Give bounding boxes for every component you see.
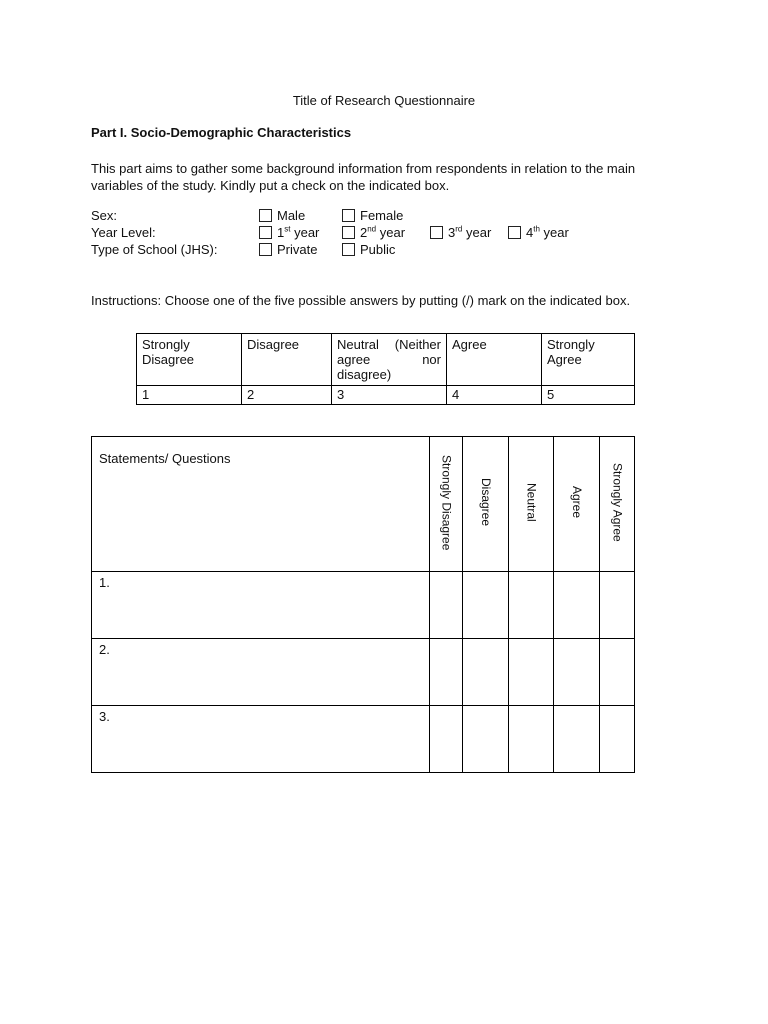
rating-cell[interactable] bbox=[463, 572, 509, 639]
private-label: Private bbox=[277, 242, 318, 257]
statements-header-row bbox=[92, 437, 635, 572]
rating-cell[interactable] bbox=[430, 639, 463, 706]
rating-cell[interactable] bbox=[554, 706, 600, 773]
checkbox-year-4[interactable] bbox=[508, 226, 521, 239]
scale-header-strongly-disagree: Strongly Disagree bbox=[137, 334, 242, 386]
checkbox-year-1[interactable] bbox=[259, 226, 272, 239]
rating-cell[interactable] bbox=[463, 639, 509, 706]
sex-row bbox=[91, 208, 677, 225]
school-type-label: Type of School (JHS): bbox=[91, 242, 218, 257]
year-option-1 bbox=[259, 225, 319, 240]
intro-paragraph: This part aims to gather some background information from respondents in relation to the main variables of the study. Kindly put a check on the indicated box. bbox=[91, 161, 636, 193]
rating-cell[interactable] bbox=[554, 639, 600, 706]
statement-3-label: 3. bbox=[92, 706, 430, 773]
scale-value-2: 2 bbox=[242, 386, 332, 405]
year-level-row bbox=[91, 225, 677, 242]
rating-cell[interactable] bbox=[463, 706, 509, 773]
column-header-disagree: Disagree bbox=[463, 437, 509, 572]
rating-cell[interactable] bbox=[554, 572, 600, 639]
rating-cell[interactable] bbox=[600, 639, 635, 706]
year-option-4 bbox=[508, 225, 569, 240]
female-label: Female bbox=[360, 208, 404, 223]
public-label: Public bbox=[360, 242, 396, 257]
school-option-private bbox=[259, 242, 317, 257]
scale-value-row bbox=[137, 386, 635, 405]
scale-value-5: 5 bbox=[542, 386, 635, 405]
checkbox-year-3[interactable] bbox=[430, 226, 443, 239]
school-type-row bbox=[91, 242, 677, 259]
checkbox-year-2[interactable] bbox=[342, 226, 355, 239]
rating-cell[interactable] bbox=[509, 572, 554, 639]
rating-cell[interactable] bbox=[600, 572, 635, 639]
demographics-section bbox=[91, 208, 677, 259]
scale-header-agree: Agree bbox=[447, 334, 542, 386]
sex-option-female bbox=[342, 208, 403, 223]
rating-cell[interactable] bbox=[509, 639, 554, 706]
column-header-agree: Agree bbox=[554, 437, 600, 572]
statements-table bbox=[91, 436, 635, 773]
column-header-strongly-disagree: Strongly Disagree bbox=[430, 437, 463, 572]
scale-value-3: 3 bbox=[332, 386, 447, 405]
scale-value-1: 1 bbox=[137, 386, 242, 405]
year-option-2 bbox=[342, 225, 405, 240]
year-option-3 bbox=[430, 225, 491, 240]
year-2-label: 2nd year bbox=[360, 224, 406, 240]
scale-header-row bbox=[137, 334, 635, 386]
male-label: Male bbox=[277, 208, 306, 223]
statements-questions-header: Statements/ Questions bbox=[92, 437, 430, 572]
scale-header-neutral: Neutral (Neither agree nor disagree) bbox=[332, 334, 447, 386]
statement-row-3 bbox=[92, 706, 635, 773]
rating-cell[interactable] bbox=[509, 706, 554, 773]
statement-row-2 bbox=[92, 639, 635, 706]
sex-label: Sex: bbox=[91, 208, 118, 223]
school-option-public bbox=[342, 242, 395, 257]
checkbox-private[interactable] bbox=[259, 243, 272, 256]
rating-cell[interactable] bbox=[600, 706, 635, 773]
statement-row-1 bbox=[92, 572, 635, 639]
year-1-label: 1st year bbox=[277, 224, 320, 240]
statement-2-label: 2. bbox=[92, 639, 430, 706]
rating-cell[interactable] bbox=[430, 572, 463, 639]
column-header-neutral: Neutral bbox=[509, 437, 554, 572]
document-title: Title of Research Questionnaire bbox=[292, 93, 476, 108]
rating-scale-table bbox=[136, 333, 635, 405]
part-heading: Part I. Socio-Demographic Characteristics bbox=[91, 125, 352, 140]
scale-header-strongly-agree: Strongly Agree bbox=[542, 334, 635, 386]
instructions-text: Instructions: Choose one of the five possible answers by putting (/) mark on the indicated box. bbox=[91, 293, 631, 308]
checkbox-public[interactable] bbox=[342, 243, 355, 256]
checkbox-male[interactable] bbox=[259, 209, 272, 222]
checkbox-female[interactable] bbox=[342, 209, 355, 222]
sex-option-male bbox=[259, 208, 305, 223]
rating-cell[interactable] bbox=[430, 706, 463, 773]
scale-value-4: 4 bbox=[447, 386, 542, 405]
scale-header-disagree: Disagree bbox=[242, 334, 332, 386]
column-header-strongly-agree: Strongly Agree bbox=[600, 437, 635, 572]
statement-1-label: 1. bbox=[92, 572, 430, 639]
year-4-label: 4th year bbox=[526, 224, 569, 240]
year-3-label: 3rd year bbox=[448, 224, 492, 240]
year-level-label: Year Level: bbox=[91, 225, 156, 240]
